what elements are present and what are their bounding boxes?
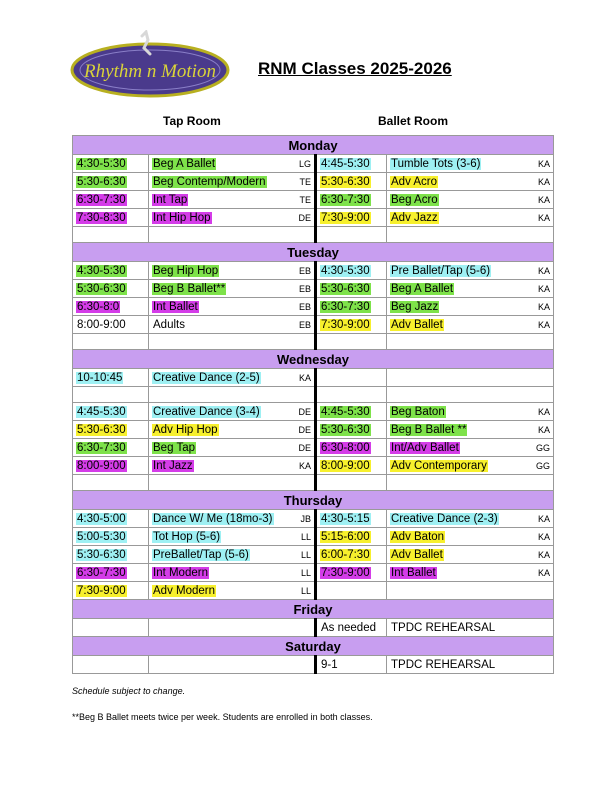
empty-cell (387, 334, 554, 350)
class-time (76, 622, 78, 634)
class-info (390, 301, 550, 313)
instructor-initials: DE (298, 424, 311, 435)
right-class-cell (387, 155, 554, 173)
instructor-initials: KA (537, 301, 550, 312)
class-info (152, 585, 311, 597)
class-info (152, 319, 311, 331)
class-name: Int Tap (153, 193, 188, 206)
class-name: Int Modern (153, 566, 208, 579)
class-info (390, 442, 550, 454)
instructor-initials: KA (298, 372, 311, 383)
right-class-cell (387, 546, 554, 564)
instructor-initials: KA (537, 406, 550, 417)
left-class-cell (149, 173, 316, 191)
class-time: 4:30-5:30 (77, 264, 126, 277)
empty-cell (316, 475, 387, 491)
class-time: 7:30-9:00 (321, 211, 370, 224)
empty-cell (149, 227, 316, 243)
instructor-initials: EB (298, 283, 311, 294)
class-name: Beg Jazz (391, 300, 439, 313)
instructor-initials: LL (300, 585, 311, 596)
left-class-cell (149, 564, 316, 582)
class-time: 5:30-6:30 (77, 175, 126, 188)
left-class-cell (149, 421, 316, 439)
class-time: 6:30-7:30 (77, 566, 126, 579)
class-info (152, 424, 311, 436)
class-row (73, 369, 554, 387)
class-info (390, 460, 550, 472)
empty-cell (73, 334, 149, 350)
class-name: Beg A Ballet (391, 282, 454, 295)
right-class-cell (387, 582, 554, 600)
instructor-initials: KA (537, 283, 550, 294)
right-class-cell (387, 280, 554, 298)
left-class-cell (149, 298, 316, 316)
right-class-cell (387, 510, 554, 528)
instructor-initials: KA (537, 158, 550, 169)
class-info (152, 194, 311, 206)
right-time-cell (316, 191, 387, 209)
class-info (152, 283, 311, 295)
class-time: 8:00-9:00 (77, 459, 126, 472)
class-row (73, 155, 554, 173)
class-time: As needed (321, 621, 376, 634)
class-info (390, 158, 550, 170)
class-time: 4:45-5:30 (321, 405, 370, 418)
class-row (73, 191, 554, 209)
day-header-row (73, 350, 554, 369)
left-time-cell (73, 546, 149, 564)
right-time-cell (316, 546, 387, 564)
left-class-cell (149, 656, 316, 674)
class-time: 8:00-9:00 (77, 318, 126, 331)
class-name: Beg Contemp/Modern (153, 175, 266, 188)
left-class-cell (149, 619, 316, 637)
right-time-cell (316, 298, 387, 316)
instructor-initials: DE (298, 212, 311, 223)
class-name: Pre Ballet/Tap (5-6) (391, 264, 491, 277)
class-name: Adv Jazz (391, 211, 438, 224)
class-name: Adv Acro (391, 175, 438, 188)
day-header-row (73, 243, 554, 262)
right-class-cell (387, 262, 554, 280)
class-name: Tot Hop (5-6) (153, 530, 221, 543)
right-time-cell (316, 510, 387, 528)
left-time-cell (73, 191, 149, 209)
right-time-cell (316, 528, 387, 546)
class-time: 6:30-8:0 (77, 300, 120, 313)
class-name: Beg Tap (153, 441, 195, 454)
class-row (73, 619, 554, 637)
right-class-cell (387, 619, 554, 637)
class-info (152, 549, 311, 561)
class-row (73, 656, 554, 674)
class-name: Beg A Ballet (153, 157, 216, 170)
class-info (152, 265, 311, 277)
left-time-cell (73, 209, 149, 227)
left-class-cell (149, 155, 316, 173)
right-time-cell (316, 457, 387, 475)
day-name: Tuesday (73, 243, 554, 262)
right-class-cell (387, 209, 554, 227)
instructor-initials: DE (298, 406, 311, 417)
class-info (390, 406, 550, 418)
class-name: Adv Modern (153, 584, 216, 597)
class-info (152, 531, 311, 543)
right-class-cell (387, 421, 554, 439)
page-title: RNM Classes 2025-2026 (258, 59, 452, 78)
empty-cell (149, 475, 316, 491)
right-time-cell (316, 369, 387, 387)
class-row (73, 457, 554, 475)
class-info (152, 460, 311, 472)
instructor-initials: KA (537, 567, 550, 578)
right-time-cell (316, 173, 387, 191)
class-row (73, 298, 554, 316)
right-time-cell (316, 439, 387, 457)
class-time: 6:30-8:00 (321, 441, 370, 454)
right-class-cell (387, 369, 554, 387)
class-info (390, 319, 550, 331)
left-class-cell (149, 369, 316, 387)
class-row (73, 582, 554, 600)
class-time: 4:30-5:30 (321, 264, 370, 277)
left-class-cell (149, 439, 316, 457)
right-class-cell (387, 316, 554, 334)
class-time: 5:15-6:00 (321, 530, 370, 543)
empty-cell (149, 387, 316, 403)
class-row (73, 316, 554, 334)
class-name: Creative Dance (2-3) (391, 512, 498, 525)
instructor-initials: KA (537, 549, 550, 560)
class-name: Int Hip Hop (153, 211, 211, 224)
class-name: Dance W/ Me (18mo-3) (153, 512, 273, 525)
class-time: 5:30-6:30 (77, 548, 126, 561)
instructor-initials: KA (537, 531, 550, 542)
right-time-cell (316, 262, 387, 280)
empty-cell (316, 387, 387, 403)
class-info (390, 622, 550, 634)
instructor-initials: EB (298, 265, 311, 276)
class-name: TPDC REHEARSAL (391, 658, 496, 671)
class-name: Tumble Tots (3-6) (391, 157, 481, 170)
class-row (73, 439, 554, 457)
class-time: 9-1 (321, 658, 338, 671)
class-name: Adv Ballet (391, 548, 443, 561)
class-info (390, 659, 550, 671)
class-info (390, 212, 550, 224)
class-name: Creative Dance (2-5) (153, 371, 260, 384)
class-row (73, 546, 554, 564)
right-class-cell (387, 564, 554, 582)
svg-text:Rhythm n Motion: Rhythm n Motion (84, 61, 216, 82)
class-time: 10-10:45 (77, 371, 123, 384)
right-class-cell (387, 173, 554, 191)
class-info (390, 513, 550, 525)
instructor-initials: LL (300, 567, 311, 578)
class-time: 4:30-5:30 (77, 157, 126, 170)
class-info (390, 194, 550, 206)
class-info (390, 176, 550, 188)
right-time-cell (316, 582, 387, 600)
instructor-initials: KA (537, 319, 550, 330)
empty-cell (73, 227, 149, 243)
right-class-cell (387, 656, 554, 674)
schedule-note: Schedule subject to change. (72, 686, 186, 696)
instructor-initials: KA (537, 424, 550, 435)
empty-cell (316, 334, 387, 350)
class-time: 6:30-7:30 (321, 300, 370, 313)
left-class-cell (149, 546, 316, 564)
class-row (73, 510, 554, 528)
class-name: Int Jazz (153, 459, 193, 472)
left-time-cell (73, 369, 149, 387)
class-time: 7:30-9:00 (321, 318, 370, 331)
right-class-cell (387, 403, 554, 421)
class-name: Int Ballet (391, 566, 436, 579)
right-class-cell (387, 457, 554, 475)
instructor-initials: GG (535, 460, 550, 471)
left-time-cell (73, 510, 149, 528)
empty-cell (149, 334, 316, 350)
class-info (390, 567, 550, 579)
class-name: TPDC REHEARSAL (391, 621, 496, 634)
right-time-cell (316, 316, 387, 334)
class-info (152, 301, 311, 313)
left-class-cell (149, 457, 316, 475)
class-info (152, 212, 311, 224)
day-name: Thursday (73, 491, 554, 510)
right-time-cell (316, 564, 387, 582)
class-name: Adv Baton (391, 530, 445, 543)
day-header-row (73, 136, 554, 155)
left-time-cell (73, 262, 149, 280)
day-name: Saturday (73, 637, 554, 656)
class-name: Creative Dance (3-4) (153, 405, 260, 418)
class-info (390, 283, 550, 295)
left-class-cell (149, 582, 316, 600)
empty-cell (387, 475, 554, 491)
left-class-cell (149, 280, 316, 298)
class-time (320, 372, 322, 384)
left-time-cell (73, 280, 149, 298)
class-row (73, 564, 554, 582)
class-row (73, 209, 554, 227)
instructor-initials: JB (300, 513, 311, 524)
class-time: 5:30-6:30 (321, 175, 370, 188)
instructor-initials: EB (298, 319, 311, 330)
class-time: 5:30-6:30 (321, 282, 370, 295)
class-time: 5:30-6:30 (321, 423, 370, 436)
right-class-cell (387, 528, 554, 546)
left-time-cell (73, 528, 149, 546)
day-name: Monday (73, 136, 554, 155)
instructor-initials: GG (535, 442, 550, 453)
instructor-initials: KA (537, 212, 550, 223)
class-name: Adv Ballet (391, 318, 443, 331)
class-time (76, 659, 78, 671)
class-name: PreBallet/Tap (5-6) (153, 548, 249, 561)
left-class-cell (149, 316, 316, 334)
day-name: Friday (73, 600, 554, 619)
class-name: Beg Baton (391, 405, 445, 418)
instructor-initials: KA (537, 194, 550, 205)
day-header-row (73, 637, 554, 656)
class-name: Adults (153, 318, 185, 331)
instructor-initials: KA (537, 176, 550, 187)
class-row (73, 334, 554, 350)
class-name: Beg B Ballet ** (391, 423, 467, 436)
class-time: 7:30-8:30 (77, 211, 126, 224)
instructor-initials: DE (298, 442, 311, 453)
day-name: Wednesday (73, 350, 554, 369)
instructor-initials: LG (298, 158, 311, 169)
empty-cell (73, 475, 149, 491)
class-time: 4:30-5:15 (321, 512, 370, 525)
left-class-cell (149, 191, 316, 209)
instructor-initials: LL (300, 531, 311, 542)
rhythm-n-motion-logo (70, 30, 230, 100)
class-info (152, 406, 311, 418)
class-time: 6:00-7:30 (321, 548, 370, 561)
class-time: 7:30-9:00 (77, 584, 126, 597)
class-time: 4:45-5:30 (77, 405, 126, 418)
class-row (73, 280, 554, 298)
left-class-cell (149, 403, 316, 421)
class-name: Adv Hip Hop (153, 423, 218, 436)
class-row (73, 528, 554, 546)
left-time-cell (73, 582, 149, 600)
class-time: 5:30-6:30 (77, 423, 126, 436)
class-schedule-table (72, 135, 554, 674)
ballet-room-heading: Ballet Room (378, 114, 449, 128)
right-time-cell (316, 656, 387, 674)
class-info (152, 567, 311, 579)
class-row (73, 262, 554, 280)
class-time: 6:30-7:30 (77, 441, 126, 454)
right-time-cell (316, 155, 387, 173)
class-row (73, 227, 554, 243)
class-time: 6:30-7:30 (321, 193, 370, 206)
left-time-cell (73, 298, 149, 316)
left-class-cell (149, 510, 316, 528)
class-info (152, 372, 311, 384)
class-row (73, 421, 554, 439)
left-time-cell (73, 439, 149, 457)
class-info (390, 531, 550, 543)
right-time-cell (316, 619, 387, 637)
empty-cell (387, 227, 554, 243)
class-info (152, 442, 311, 454)
day-header-row (73, 491, 554, 510)
class-row (73, 387, 554, 403)
class-time: 6:30-7:30 (77, 193, 126, 206)
left-class-cell (149, 528, 316, 546)
instructor-initials: EB (298, 301, 311, 312)
class-time: 4:30-5:00 (77, 512, 126, 525)
tap-room-heading: Tap Room (163, 114, 221, 128)
class-time: 5:30-6:30 (77, 282, 126, 295)
class-info (152, 513, 311, 525)
left-time-cell (73, 173, 149, 191)
class-time (320, 585, 322, 597)
class-name: Beg B Ballet** (153, 282, 226, 295)
empty-cell (387, 387, 554, 403)
left-time-cell (73, 403, 149, 421)
instructor-initials: LL (300, 549, 311, 560)
class-time: 5:00-5:30 (77, 530, 126, 543)
right-time-cell (316, 403, 387, 421)
class-name: Beg Hip Hop (153, 264, 219, 277)
right-class-cell (387, 298, 554, 316)
right-class-cell (387, 439, 554, 457)
class-info (152, 176, 311, 188)
left-time-cell (73, 316, 149, 334)
class-time: 7:30-9:00 (321, 566, 370, 579)
class-name: Adv Contemporary (391, 459, 487, 472)
class-row (73, 475, 554, 491)
class-name: Int/Adv Ballet (391, 441, 459, 454)
left-class-cell (149, 209, 316, 227)
right-time-cell (316, 421, 387, 439)
instructor-initials: KA (537, 265, 550, 276)
left-class-cell (149, 262, 316, 280)
footnote: **Beg B Ballet meets twice per week. Students are enrolled in both classes. (72, 712, 373, 722)
right-time-cell (316, 280, 387, 298)
left-time-cell (73, 155, 149, 173)
empty-cell (73, 387, 149, 403)
left-time-cell (73, 457, 149, 475)
class-info (390, 549, 550, 561)
instructor-initials: TE (299, 194, 311, 205)
instructor-initials: KA (298, 460, 311, 471)
left-time-cell (73, 656, 149, 674)
class-row (73, 403, 554, 421)
right-class-cell (387, 191, 554, 209)
class-info (390, 265, 550, 277)
class-name: Int Ballet (153, 300, 198, 313)
day-header-row (73, 600, 554, 619)
instructor-initials: TE (299, 176, 311, 187)
instructor-initials: KA (537, 513, 550, 524)
empty-cell (316, 227, 387, 243)
left-time-cell (73, 619, 149, 637)
class-time: 8:00-9:00 (321, 459, 370, 472)
class-info (390, 424, 550, 436)
class-info (152, 158, 311, 170)
left-time-cell (73, 421, 149, 439)
class-time: 4:45-5:30 (321, 157, 370, 170)
class-name: Beg Acro (391, 193, 438, 206)
right-time-cell (316, 209, 387, 227)
class-row (73, 173, 554, 191)
left-time-cell (73, 564, 149, 582)
